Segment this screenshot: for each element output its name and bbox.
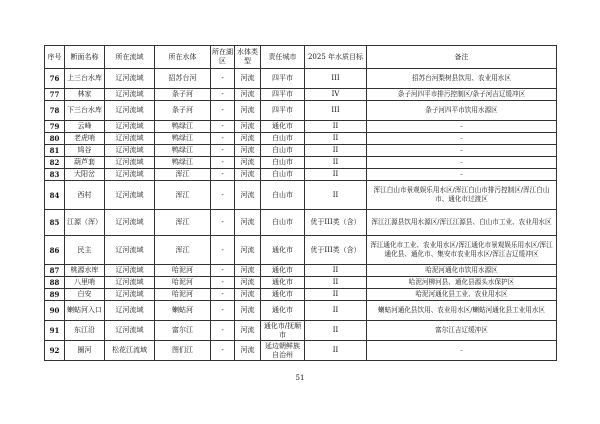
basin-cell: 辽河流域	[105, 121, 155, 133]
table-row	[45, 301, 557, 321]
water-type-cell: 河流	[235, 89, 261, 101]
water-type-cell: 河流	[235, 277, 261, 289]
remark-cell: -	[367, 121, 557, 133]
section-name-cell: 云峰	[65, 121, 105, 133]
remark-cell: 招苏台河梨树县饮用、农业用水区	[367, 69, 557, 89]
row-number-cell: 85	[45, 210, 65, 236]
basin-cell: 松花江流域	[105, 341, 155, 361]
water-body-cell: 鸭绿江	[155, 121, 211, 133]
row-number-cell: 92	[45, 341, 65, 361]
lake-area-cell: -	[211, 210, 235, 236]
water-body-cell: 哈泥河	[155, 289, 211, 301]
basin-cell: 辽河流域	[105, 181, 155, 210]
responsible-city-cell: 延边朝鲜族自治州	[261, 341, 305, 361]
section-name-cell: 上三台水库	[65, 69, 105, 89]
column-header: 责任城市	[261, 46, 305, 69]
basin-cell: 辽河流域	[105, 301, 155, 321]
row-number-cell: 81	[45, 145, 65, 157]
lake-area-cell: -	[211, 181, 235, 210]
responsible-city-cell: 白山市	[261, 181, 305, 210]
water-type-cell: 河流	[235, 265, 261, 277]
responsible-city-cell: 白山市	[261, 210, 305, 236]
section-name-cell: 鸠谷	[65, 145, 105, 157]
lake-area-cell: -	[211, 157, 235, 169]
table-header-row	[45, 46, 557, 69]
table-row	[45, 89, 557, 101]
row-number-cell: 82	[45, 157, 65, 169]
responsible-city-cell: 通化市	[261, 277, 305, 289]
basin-cell: 辽河流域	[105, 89, 155, 101]
basin-cell: 辽河流域	[105, 101, 155, 121]
remark-cell: 条子河四平市排污控制区/条子河吉辽缓冲区	[367, 89, 557, 101]
lake-area-cell: -	[211, 265, 235, 277]
section-name-cell: 西村	[65, 181, 105, 210]
row-number-cell: 84	[45, 181, 65, 210]
section-name-cell: 大阳岔	[65, 169, 105, 181]
basin-cell: 辽河流域	[105, 289, 155, 301]
quality-target-cell: II	[305, 301, 367, 321]
water-body-cell: 浑江	[155, 181, 211, 210]
row-number-cell: 79	[45, 121, 65, 133]
section-name-cell: 东江沿	[65, 321, 105, 341]
remark-cell: 浑江白山市景观娱乐用水区/浑江白山市排污控制区/浑江白山市、通化市过渡区	[367, 181, 557, 210]
section-name-cell: 桃源水库	[65, 265, 105, 277]
table-row	[45, 181, 557, 210]
lake-area-cell: -	[211, 277, 235, 289]
remark-cell: -	[367, 341, 557, 361]
section-name-cell: 江源（浑）	[65, 210, 105, 236]
section-name-cell: 白安	[65, 289, 105, 301]
basin-cell: 辽河流域	[105, 265, 155, 277]
remark-cell: 富尔江吉辽缓冲区	[367, 321, 557, 341]
water-body-cell: 浑江	[155, 169, 211, 181]
table-row	[45, 157, 557, 169]
responsible-city-cell: 通化市	[261, 121, 305, 133]
quality-target-cell: II	[305, 121, 367, 133]
water-type-cell: 河流	[235, 236, 261, 265]
remark-cell: 条子河四平市饮用水源区	[367, 101, 557, 121]
water-type-cell: 河流	[235, 133, 261, 145]
table-row	[45, 121, 557, 133]
quality-target-cell: 优于III类（含）	[305, 210, 367, 236]
responsible-city-cell: 四平市	[261, 69, 305, 89]
quality-target-cell: II	[305, 321, 367, 341]
quality-target-cell: II	[305, 277, 367, 289]
responsible-city-cell: 通化市	[261, 265, 305, 277]
basin-cell: 辽河流域	[105, 236, 155, 265]
water-body-cell: 浑江	[155, 236, 211, 265]
water-body-cell: 鸭绿江	[155, 157, 211, 169]
remark-cell: 哈泥河通化县工业、农业用水区	[367, 289, 557, 301]
column-header: 所在湖区	[211, 46, 235, 69]
column-header: 2025 年水质目标	[305, 46, 367, 69]
basin-cell: 辽河流域	[105, 69, 155, 89]
basin-cell: 辽河流域	[105, 169, 155, 181]
water-body-cell: 条子河	[155, 89, 211, 101]
water-body-cell: 哈泥河	[155, 277, 211, 289]
row-number-cell: 88	[45, 277, 65, 289]
table-row	[45, 210, 557, 236]
water-type-cell: 河流	[235, 169, 261, 181]
lake-area-cell: -	[211, 69, 235, 89]
basin-cell: 辽河流域	[105, 210, 155, 236]
table-row	[45, 289, 557, 301]
water-type-cell: 河流	[235, 289, 261, 301]
water-type-cell: 河流	[235, 321, 261, 341]
quality-target-cell: II	[305, 341, 367, 361]
responsible-city-cell: 白山市	[261, 157, 305, 169]
quality-target-cell: II	[305, 265, 367, 277]
column-header: 水体类型	[235, 46, 261, 69]
row-number-cell: 76	[45, 69, 65, 89]
row-number-cell: 89	[45, 289, 65, 301]
water-type-cell: 河流	[235, 301, 261, 321]
table-row	[45, 277, 557, 289]
row-number-cell: 77	[45, 89, 65, 101]
row-number-cell: 90	[45, 301, 65, 321]
lake-area-cell: -	[211, 121, 235, 133]
lake-area-cell: -	[211, 341, 235, 361]
section-name-cell: 林家	[65, 89, 105, 101]
water-body-cell: 鸭绿江	[155, 145, 211, 157]
remark-cell: -	[367, 145, 557, 157]
remark-cell: 浑江江源县饮用水源区/浑江江源县、白山市工业、农业用水区	[367, 210, 557, 236]
quality-target-cell: II	[305, 289, 367, 301]
row-number-cell: 78	[45, 101, 65, 121]
quality-target-cell: 优于III类（含）	[305, 236, 367, 265]
responsible-city-cell: 白山市	[261, 133, 305, 145]
page-number: 51	[295, 374, 305, 382]
water-body-cell: 哈泥河	[155, 265, 211, 277]
water-type-cell: 河流	[235, 181, 261, 210]
table-row	[45, 321, 557, 341]
table-row	[45, 69, 557, 89]
table-row	[45, 236, 557, 265]
quality-target-cell: II	[305, 133, 367, 145]
quality-target-cell: III	[305, 69, 367, 89]
column-header: 所在流域	[105, 46, 155, 69]
table-row	[45, 133, 557, 145]
column-header: 备注	[367, 46, 557, 69]
quality-target-cell: III	[305, 101, 367, 121]
section-name-cell: 圈河	[65, 341, 105, 361]
water-type-cell: 河流	[235, 157, 261, 169]
row-number-cell: 83	[45, 169, 65, 181]
section-name-cell: 八里哨	[65, 277, 105, 289]
quality-target-cell: IV	[305, 89, 367, 101]
table-row	[45, 101, 557, 121]
responsible-city-cell: 四平市	[261, 89, 305, 101]
quality-target-cell: II	[305, 157, 367, 169]
water-body-cell: 招苏台河	[155, 69, 211, 89]
water-type-cell: 河流	[235, 121, 261, 133]
quality-target-cell: II	[305, 181, 367, 210]
lake-area-cell: -	[211, 321, 235, 341]
remark-cell: -	[367, 169, 557, 181]
column-header: 所在水体	[155, 46, 211, 69]
water-body-cell: 条子河	[155, 101, 211, 121]
lake-area-cell: -	[211, 133, 235, 145]
row-number-cell: 86	[45, 236, 65, 265]
responsible-city-cell: 通化市	[261, 236, 305, 265]
quality-target-cell: II	[305, 145, 367, 157]
remark-cell: -	[367, 133, 557, 145]
section-name-cell: 葫芦套	[65, 157, 105, 169]
remark-cell: -	[367, 157, 557, 169]
water-type-cell: 河流	[235, 145, 261, 157]
lake-area-cell: -	[211, 169, 235, 181]
water-type-cell: 河流	[235, 69, 261, 89]
table-body	[45, 69, 557, 361]
water-type-cell: 河流	[235, 341, 261, 361]
remark-cell: 哈泥河通化市饮用水源区	[367, 265, 557, 277]
basin-cell: 辽河流域	[105, 277, 155, 289]
column-header: 断面名称	[65, 46, 105, 69]
basin-cell: 辽河流域	[105, 133, 155, 145]
section-name-cell: 民主	[65, 236, 105, 265]
water-type-cell: 河流	[235, 101, 261, 121]
table-row	[45, 341, 557, 361]
water-body-cell: 鸭绿江	[155, 133, 211, 145]
responsible-city-cell: 白山市	[261, 145, 305, 157]
water-body-cell: 图们江	[155, 341, 211, 361]
water-body-cell: 蝲蛄河	[155, 301, 211, 321]
responsible-city-cell: 四平市	[261, 101, 305, 121]
basin-cell: 辽河流域	[105, 145, 155, 157]
section-name-cell: 蝲蛄河入口	[65, 301, 105, 321]
water-type-cell: 河流	[235, 210, 261, 236]
basin-cell: 辽河流域	[105, 157, 155, 169]
water-quality-table	[44, 45, 557, 361]
section-name-cell: 下三台水库	[65, 101, 105, 121]
lake-area-cell: -	[211, 145, 235, 157]
lake-area-cell: -	[211, 236, 235, 265]
responsible-city-cell: 白山市	[261, 169, 305, 181]
water-body-cell: 富尔江	[155, 321, 211, 341]
table-row	[45, 169, 557, 181]
quality-target-cell: II	[305, 169, 367, 181]
row-number-cell: 91	[45, 321, 65, 341]
table-row	[45, 145, 557, 157]
section-name-cell: 老虎哨	[65, 133, 105, 145]
basin-cell: 辽河流域	[105, 321, 155, 341]
table-row	[45, 265, 557, 277]
remark-cell: 浑江通化市工业、农业用水区/浑江通化市景观娱乐用水区/浑江通化县、通化市、集安市农业用水区/浑江吉辽缓冲区	[367, 236, 557, 265]
lake-area-cell: -	[211, 101, 235, 121]
lake-area-cell: -	[211, 89, 235, 101]
remark-cell: 哈泥河柳河县、通化县源头水保护区	[367, 277, 557, 289]
water-body-cell: 浑江	[155, 210, 211, 236]
responsible-city-cell: 通化市	[261, 301, 305, 321]
responsible-city-cell: 通化市/抚顺市	[261, 321, 305, 341]
row-number-cell: 80	[45, 133, 65, 145]
lake-area-cell: -	[211, 301, 235, 321]
row-number-cell: 87	[45, 265, 65, 277]
remark-cell: 蝲蛄河通化县饮用、农业用水区/蝲蛄河通化县工业用水区	[367, 301, 557, 321]
column-header: 序号	[45, 46, 65, 69]
responsible-city-cell: 通化市	[261, 289, 305, 301]
lake-area-cell: -	[211, 289, 235, 301]
